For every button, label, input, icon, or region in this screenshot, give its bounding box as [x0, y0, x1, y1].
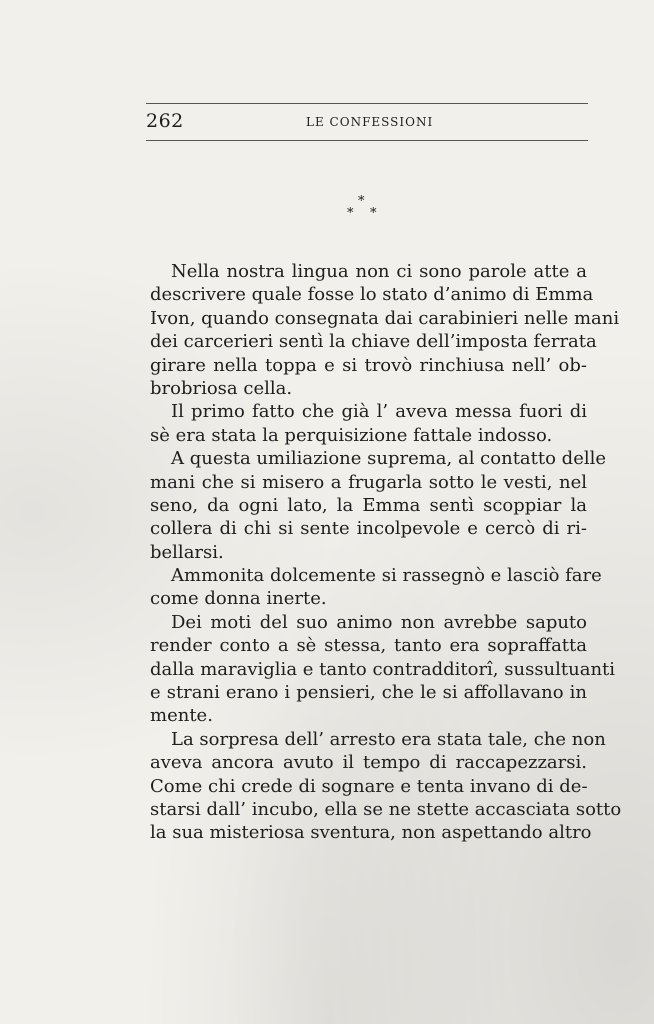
text-line: e strani erano i pensieri, che le si affollavano in [150, 682, 587, 704]
text-line: brobriosa cella. [150, 377, 293, 399]
text-line: dalla maraviglia e tanto contradditorî, sussultuanti [150, 658, 616, 680]
asterism-star-top: * [358, 194, 365, 209]
text-line: Ivon, quando consegnata dai carabinieri nelle mani [150, 307, 620, 329]
text-line: mani che si misero a frugarla sotto le vesti, nel [150, 471, 587, 493]
text-line: seno, da ogni lato, la Emma sentì scoppiar la [150, 494, 587, 516]
text-line: girare nella toppa e si trovò rinchiusa nell’ ob- [150, 354, 587, 376]
page-number: 262 [146, 110, 184, 132]
text-line: Il primo fatto che già l’ aveva messa fuori di [171, 401, 587, 423]
asterism-section-break [340, 194, 400, 224]
text-line: Come chi crede di sognare e tenta invano di de- [150, 775, 588, 797]
text-line: Nella nostra lingua non ci sono parole atte a [171, 261, 587, 282]
text-line: la sua misteriosa sventura, non aspettando altro [150, 822, 592, 844]
page-header [146, 103, 588, 141]
text-line: Dei moti del suo animo non avrebbe saputo [171, 611, 587, 633]
text-line: A questa umiliazione suprema, al contatto delle [171, 448, 607, 470]
text-line: bellarsi. [150, 541, 224, 563]
text-line: descrivere quale fosse lo stato d’animo di Emma [150, 284, 594, 306]
asterism-star-right: * [370, 206, 377, 221]
text-line: dei carcerieri sentì la chiave dell’imposta ferrata [150, 331, 597, 353]
text-line: mente. [150, 705, 213, 727]
running-title: LE CONFESSIONI [306, 115, 434, 129]
text-line: collera di chi si sente incolpevole e cercò di ri- [150, 518, 587, 540]
text-line: Ammonita dolcemente si rassegnò e lasciò fare [171, 565, 602, 587]
text-line: aveva ancora avuto il tempo di raccapezzarsi. [150, 752, 587, 774]
body-text [150, 260, 622, 845]
asterism-star-left: * [347, 206, 354, 221]
text-line: starsi dall’ incubo, ella se ne stette accasciata sotto [150, 798, 622, 820]
text-line: render conto a sè stessa, tanto era sopraffatta [150, 635, 587, 657]
text-line: La sorpresa dell’ arresto era stata tale, che non [171, 728, 606, 750]
text-line: sè era stata la perquisizione fattale indosso. [150, 424, 553, 446]
text-line: come donna inerte. [150, 588, 327, 610]
